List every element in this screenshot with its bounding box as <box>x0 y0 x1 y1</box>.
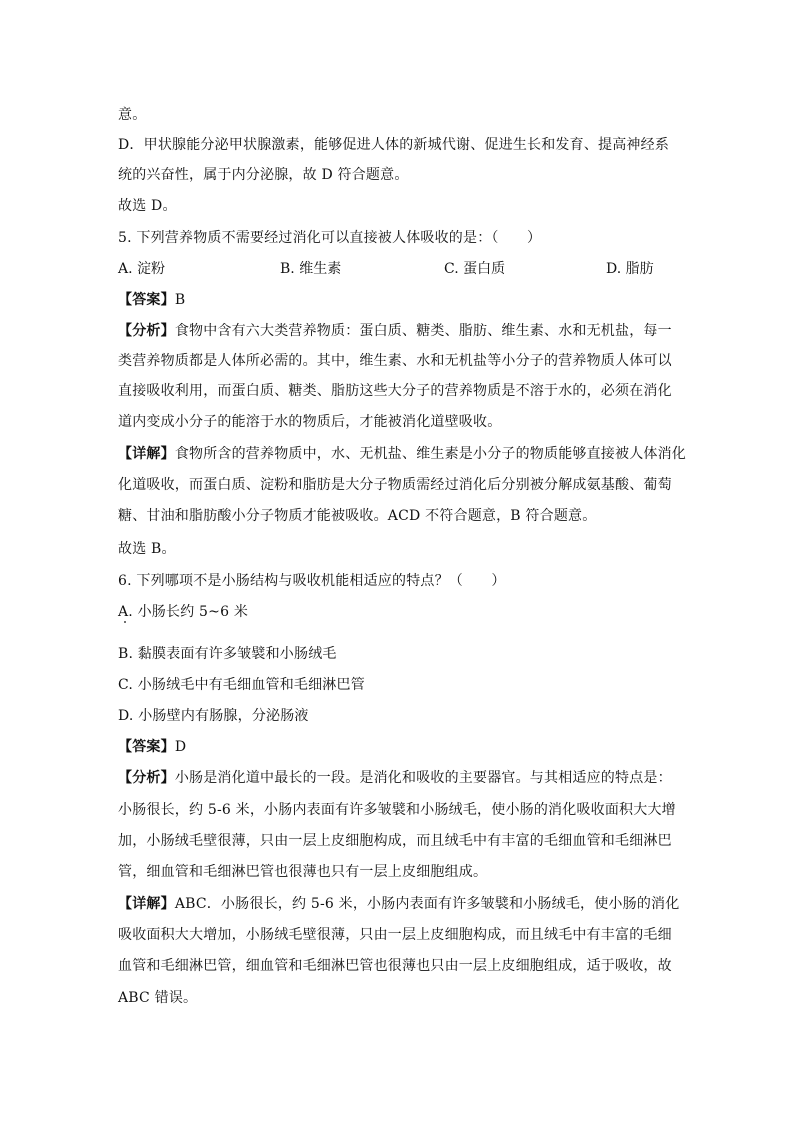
stray-dot-mark <box>124 621 126 623</box>
q6-stem: 6. 下列哪项不是小肠结构与吸收机能相适应的特点？（ ） <box>118 573 506 589</box>
q5-detail-line-2: 化道吸收，而蛋白质、淀粉和脂肪是大分子物质需经过消化后分别被分解成氨基酸、葡萄 <box>118 477 672 493</box>
q5-option-c-label: C. <box>444 261 459 277</box>
q5-analysis-line-2: 类营养物质都是人体所必需的。其中，维生素、水和无机盐等小分子的营养物质人体可以 <box>118 353 672 369</box>
q5-conclusion: 故选 B。 <box>118 541 176 557</box>
q6-analysis-line-4: 管，细血管和毛细淋巴管也很薄也只有一层上皮细胞组成。 <box>118 864 488 880</box>
q6-option-a: A. 小肠长约 5~6 米 <box>118 604 249 620</box>
q5-option-c-text: 蛋白质 <box>463 261 506 277</box>
q5-option-d-text: 脂肪 <box>625 261 654 277</box>
q5-option-d-label: D. <box>606 261 622 277</box>
q5-option-a-label: A. <box>118 261 133 277</box>
q4-tail-line-1: 意。 <box>118 107 147 123</box>
q6-detail-line-3: 血管和毛细淋巴管，细血管和毛细淋巴管也很薄也只由一层上皮细胞组成，适于吸收，故 <box>118 958 672 974</box>
q6-detail-line-1 <box>118 895 679 913</box>
q5-option-b <box>280 260 341 278</box>
q6-option-b: B. 黏膜表面有许多皱襞和小肠绒毛 <box>118 646 337 662</box>
q4-option-d-explanation: D．甲状腺能分泌甲状腺激素，能够促进人体的新城代谢、促进生长和发育、提高神经系 <box>118 137 670 153</box>
q6-detail-text-1: ABC．小肠很长，约 5-6 米，小肠内表面有许多皱襞和小肠绒毛，使小肠的消化 <box>174 896 680 912</box>
q5-detail-tag: 【详解】 <box>118 446 175 462</box>
q4-option-d-explanation-cont: 统的兴奋性，属于内分泌腺，故 D 符合题意。 <box>118 167 409 183</box>
q5-stem: 5. 下列营养物质不需要经过消化可以直接被人体吸收的是：（ ） <box>118 230 542 246</box>
q5-detail-line-3: 糖、甘油和脂肪酸小分子物质才能被吸收。ACD 不符合题意，B 符合题意。 <box>118 508 597 524</box>
q5-answer-tag: 【答案】 <box>118 292 175 308</box>
q6-answer-tag: 【答案】 <box>118 739 175 755</box>
q6-answer-value: D <box>174 739 187 755</box>
q5-detail-line-1 <box>118 445 686 463</box>
q5-detail-text-1: 食物所含的营养物质中，水、无机盐、维生素是小分子的物质能够直接被人体消化 <box>174 446 687 462</box>
q5-option-c <box>444 260 505 278</box>
q5-answer-value: B <box>174 292 186 308</box>
q5-option-a-text: 淀粉 <box>137 261 166 277</box>
q5-option-b-label: B. <box>280 261 295 277</box>
q5-analysis-line-4: 道内变成小分子的能溶于水的物质后，才能被消化道壁吸收。 <box>118 414 502 430</box>
q6-answer <box>118 738 186 756</box>
q6-analysis-text-1: 小肠是消化道中最长的一段。是消化和吸收的主要器官。与其相适应的特点是： <box>174 770 672 786</box>
q5-analysis-line-3: 直接吸收利用，而蛋白质、糖类、脂肪这些大分子的营养物质是不溶于水的，必须在消化 <box>118 383 672 399</box>
q6-analysis-tag: 【分析】 <box>118 770 175 786</box>
q5-option-a <box>118 260 165 278</box>
q4-conclusion: 故选 D。 <box>118 198 177 214</box>
q5-answer <box>118 291 185 309</box>
q6-analysis-line-1 <box>118 769 672 787</box>
q5-option-b-text: 维生素 <box>299 261 342 277</box>
q6-detail-line-2: 吸收面积大大增加，小肠绒毛壁很薄，只由一层上皮细胞构成，而且绒毛中有丰富的毛细 <box>118 927 672 943</box>
q6-detail-line-4: ABC 错误。 <box>118 990 198 1006</box>
q5-analysis-text-1: 食物中含有六大类营养物质：蛋白质、糖类、脂肪、维生素、水和无机盐，每一 <box>174 323 672 339</box>
q5-analysis-line-1 <box>118 322 672 340</box>
q6-analysis-line-3: 加，小肠绒毛壁很薄，只由一层上皮细胞构成，而且绒毛中有丰富的毛细血管和毛细淋巴 <box>118 833 672 849</box>
q5-option-d <box>606 260 654 278</box>
q6-analysis-line-2: 小肠很长，约 5-6 米，小肠内表面有许多皱襞和小肠绒毛，使小肠的消化吸收面积大大增 <box>118 802 676 818</box>
q5-analysis-tag: 【分析】 <box>118 323 175 339</box>
q6-option-d: D. 小肠壁内有肠腺，分泌肠液 <box>118 708 309 724</box>
q6-detail-tag: 【详解】 <box>118 896 175 912</box>
q6-option-c: C. 小肠绒毛中有毛细血管和毛细淋巴管 <box>118 677 365 693</box>
